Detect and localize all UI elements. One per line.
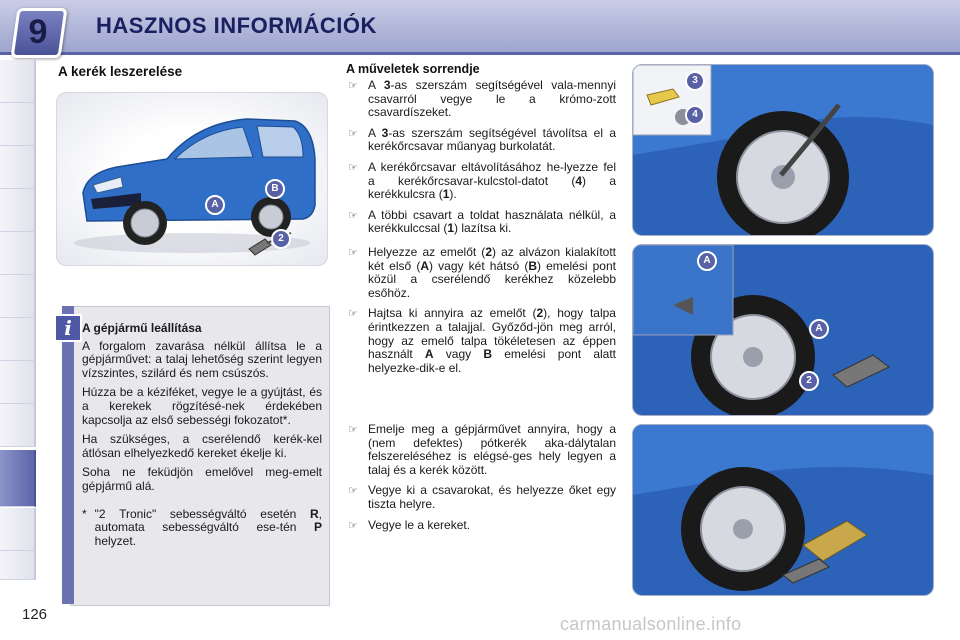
page-number: 126 bbox=[22, 606, 48, 623]
step-text bbox=[368, 161, 616, 202]
jack-marker: 2 bbox=[799, 371, 819, 391]
step-part: ). bbox=[449, 187, 457, 202]
step-ref: B bbox=[528, 258, 537, 273]
step-item bbox=[346, 209, 616, 236]
step-text bbox=[368, 209, 616, 236]
header-divider bbox=[0, 52, 960, 55]
step-text bbox=[368, 79, 616, 120]
step-part: A többi csavart a toldat használata nélkül, a kerékkulccsal ( bbox=[368, 207, 616, 236]
step-ref: B bbox=[483, 347, 493, 362]
lift-point-a-marker: A bbox=[205, 195, 225, 215]
step-item bbox=[346, 161, 616, 202]
step-part: ), hogy talpa érintkezzen a talajjal. Győződ-jön meg arról, hogy az emelő talpa tökéletesen az éppen használt bbox=[368, 306, 616, 362]
lift-point-a-marker: A bbox=[697, 251, 717, 271]
step-item bbox=[346, 484, 616, 511]
step-ref: A bbox=[420, 258, 429, 273]
pointer-hand-icon: ☞ bbox=[348, 423, 358, 436]
chapter-tabs bbox=[0, 60, 34, 580]
step-part: ) lazítsa ki. bbox=[454, 221, 512, 236]
step-ref: 3 bbox=[381, 125, 389, 140]
tool-3-marker: 3 bbox=[685, 71, 705, 91]
pointer-hand-icon: ☞ bbox=[348, 518, 358, 532]
pointer-hand-icon: ☞ bbox=[348, 126, 358, 140]
info-content bbox=[82, 322, 322, 548]
step-ref: 2 bbox=[536, 306, 544, 321]
info-title: A gépjármű leállítása bbox=[82, 321, 202, 335]
section-title: A kerék leszerelése bbox=[58, 64, 183, 79]
step-text bbox=[368, 484, 616, 511]
step-ref: 4 bbox=[575, 173, 583, 188]
step-part: -as szerszám segítségével távolítsa el a kerékőrcsavar műanyag burkolatát. bbox=[368, 125, 616, 154]
step-part: A bbox=[368, 125, 382, 140]
pointer-hand-icon: ☞ bbox=[348, 79, 358, 92]
step-part: -as szerszám segítségével vala-mennyi csavarról vegye le a krómo-zott csavardíszeket. bbox=[368, 78, 616, 120]
pointer-hand-icon: ☞ bbox=[348, 484, 358, 498]
step-part: ) emelési pont közül a cserélendő kerékhez közelebb esőhöz. bbox=[368, 258, 616, 300]
step-item bbox=[346, 127, 616, 154]
step-item bbox=[346, 423, 616, 477]
step-ref: 2 bbox=[485, 245, 492, 259]
step-part: vagy bbox=[433, 347, 484, 362]
chapter-tab[interactable] bbox=[0, 60, 36, 103]
info-paragraph: Soha ne feküdjön emelővel meg-emelt gépjármű alá. bbox=[82, 465, 322, 493]
footnote-part: helyzet. bbox=[94, 533, 137, 548]
step-part: ) az alvázon kialakított két első ( bbox=[368, 245, 616, 273]
steps-group-1 bbox=[346, 79, 616, 243]
footnote-mark: * bbox=[82, 506, 87, 521]
footnote-text bbox=[95, 508, 322, 549]
footnote-bold: R bbox=[309, 506, 319, 521]
step-item bbox=[346, 246, 616, 300]
chapter-tab[interactable] bbox=[0, 146, 36, 189]
pointer-hand-icon: ☞ bbox=[348, 208, 358, 222]
info-strip bbox=[62, 306, 74, 604]
step-part: Helyezze az emelőt ( bbox=[368, 245, 486, 259]
step-part: A bbox=[368, 78, 384, 92]
steps-title: A műveletek sorrendje bbox=[346, 62, 480, 76]
pointer-hand-icon: ☞ bbox=[348, 246, 358, 259]
chapter-tab[interactable] bbox=[0, 318, 36, 361]
step-part: Vegye le a kereket. bbox=[368, 517, 471, 532]
tool-4-marker: 4 bbox=[685, 105, 705, 125]
step-part: emelési pont alatt helyezke-dik-e el. bbox=[368, 347, 617, 375]
step-part: A kerékőrcsavar eltávolításához he-lyezze fel a kerékőrcsavar-kulcstol-datot ( bbox=[368, 159, 616, 188]
steps-group-3 bbox=[346, 423, 616, 539]
step-text bbox=[368, 519, 616, 533]
photo1-drawing bbox=[633, 65, 933, 235]
step-part: Vegye ki a csavarokat, és helyezze őket egy tiszta helyre. bbox=[368, 483, 616, 511]
step-item bbox=[346, 307, 616, 375]
info-paragraph: Húzza be a kéziféket, vegye le a gyújtást, és a kerekek rögzítésé-nek érdekében kapcsolja az első sebességi fokozatot*. bbox=[82, 385, 322, 427]
chapter-tab[interactable] bbox=[0, 103, 36, 146]
jack-marker: 2 bbox=[271, 229, 291, 249]
step-part: ) a kerékkulcsra ( bbox=[368, 173, 616, 202]
info-paragraph: A forgalom zavarása nélkül állítsa le a gépjárművet: a talaj lehetőség szerint legyen vízszintes, szilárd és nem csúszós. bbox=[82, 338, 322, 380]
step-ref: 3 bbox=[383, 78, 391, 92]
chapter-tab[interactable] bbox=[0, 551, 36, 580]
photo-loosening-bolts bbox=[632, 64, 934, 236]
photo3-drawing bbox=[633, 425, 933, 595]
chapter-tab-active[interactable] bbox=[0, 450, 36, 507]
page-title: HASZNOS INFORMÁCIÓK bbox=[96, 13, 377, 38]
step-part: ) vagy két hátsó ( bbox=[429, 258, 529, 273]
photo-removing-wheel bbox=[632, 424, 934, 596]
chapter-number: 9 bbox=[28, 13, 48, 51]
info-icon: i bbox=[54, 314, 82, 342]
pointer-hand-icon: ☞ bbox=[348, 160, 358, 174]
steps-group-2 bbox=[346, 246, 616, 382]
step-item bbox=[346, 79, 616, 120]
step-part: Emelje meg a gépjárművet annyira, hogy a (nem defektes) pótkerék aka-dálytalan felszereléséhez is elégsé-ges hely legyen a talaj és a kerék között. bbox=[368, 422, 616, 477]
footnote-bold: P bbox=[313, 520, 322, 535]
step-text bbox=[368, 307, 616, 375]
lift-point-b-marker: B bbox=[265, 179, 285, 199]
step-part: Hajtsa ki annyira az emelőt ( bbox=[368, 306, 537, 321]
step-text bbox=[368, 423, 616, 477]
footnote bbox=[82, 508, 322, 549]
chapter-tab[interactable] bbox=[0, 275, 36, 318]
chapter-tab[interactable] bbox=[0, 361, 36, 404]
lift-point-a-marker: A bbox=[809, 319, 829, 339]
chapter-tab[interactable] bbox=[0, 508, 36, 551]
step-item bbox=[346, 519, 616, 533]
chapter-tab[interactable] bbox=[0, 232, 36, 275]
footnote-part: , automata sebességváltó ese-tén bbox=[94, 506, 322, 535]
chapter-tab[interactable] bbox=[0, 404, 36, 447]
step-text bbox=[368, 246, 616, 300]
step-ref: A bbox=[424, 347, 434, 362]
step-ref: 1 bbox=[447, 221, 455, 236]
step-ref: 1 bbox=[442, 187, 450, 202]
photo-placing-jack bbox=[632, 244, 934, 416]
photo2-drawing bbox=[633, 245, 933, 415]
footnote-part: "2 Tronic" sebességváltó esetén bbox=[94, 506, 310, 521]
car-illustration bbox=[56, 92, 328, 266]
info-paragraph: Ha szükséges, a cserélendő kerék-kel átlósan elhelyezkedő kereket ékelje ki. bbox=[82, 432, 322, 460]
pointer-hand-icon: ☞ bbox=[348, 307, 358, 321]
watermark: carmanualsonline.info bbox=[560, 614, 742, 634]
step-text bbox=[368, 127, 616, 154]
chapter-tab[interactable] bbox=[0, 189, 36, 232]
